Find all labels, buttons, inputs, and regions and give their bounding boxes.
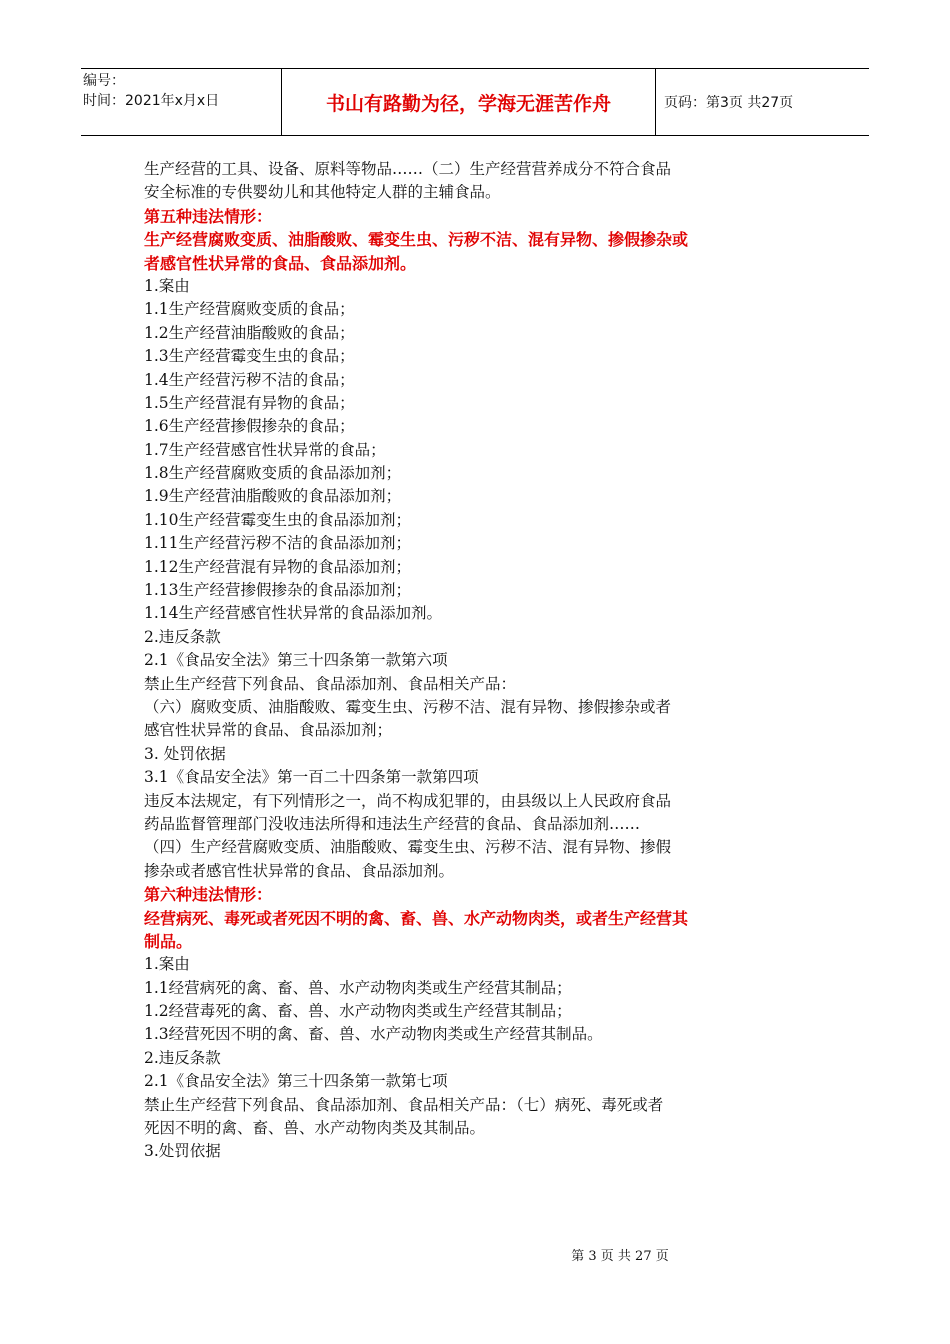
body-text-line: 1.2生产经营油脂酸败的食品； <box>144 323 355 342</box>
body-text-line: 1.12生产经营混有异物的食品添加剂； <box>144 557 412 576</box>
body-text-line: 1.案由 <box>144 955 190 974</box>
body-text-line: 2.违反条款 <box>144 627 221 646</box>
motto: 书山有路勤为径，学海无涯苦作舟 <box>282 69 656 135</box>
body-text-line: 1.11生产经营污秽不洁的食品添加剂； <box>144 534 412 553</box>
section-heading-line: 经营病死、毒死或者死因不明的禽、畜、兽、水产动物肉类，或者生产经营其 <box>144 908 689 928</box>
body-text-line: 掺杂或者感官性状异常的食品、食品添加剂。 <box>144 861 455 880</box>
body-text-line: 1.9生产经营油脂酸败的食品添加剂； <box>144 487 402 506</box>
body-text-line: 生产经营的工具、设备、原料等物品……（二）生产经营营养成分不符合食品 <box>144 160 672 178</box>
body-text-line: 3.处罚依据 <box>144 1142 221 1161</box>
body-text-line: 1.案由 <box>144 276 190 295</box>
number-label: 编号： <box>83 73 125 89</box>
body-text-line: 1.2经营毒死的禽、畜、兽、水产动物肉类或生产经营其制品； <box>144 1002 572 1021</box>
body-text-line: 禁止生产经营下列食品、食品添加剂、食品相关产品：（七）病死、毒死或者 <box>144 1095 664 1114</box>
body-text-line: 1.13生产经营掺假掺杂的食品添加剂； <box>144 581 412 600</box>
section-heading-line: 者感官性状异常的食品、食品添加剂。 <box>144 253 417 273</box>
body-text-line: 1.8生产经营腐败变质的食品添加剂； <box>144 464 402 483</box>
body-text-line: 药品监督管理部门没收违法所得和违法生产经营的食品、食品添加剂…… <box>144 814 641 833</box>
body-text-line: 3. 处罚依据 <box>144 744 226 763</box>
body-text-line: 1.7生产经营感官性状异常的食品； <box>144 440 386 459</box>
page-label: 页码：第3页 共27页 <box>664 95 794 111</box>
header-info <box>81 69 282 135</box>
body-text-line: 死因不明的禽、畜、兽、水产动物肉类及其制品。 <box>144 1119 486 1138</box>
body-text-line: 1.10生产经营霉变生虫的食品添加剂； <box>144 510 412 529</box>
body-text-line: （四）生产经营腐败变质、油脂酸败、霉变生虫、污秽不洁、混有异物、掺假 <box>144 838 672 857</box>
body-text-line: 2.1《食品安全法》第三十四条第一款第七项 <box>144 1072 448 1091</box>
page-header <box>81 68 869 136</box>
section-heading-line: 第五种违法情形： <box>144 206 273 226</box>
body-text-line: 1.6生产经营掺假掺杂的食品； <box>144 417 355 436</box>
body-text-line: 1.3生产经营霉变生虫的食品； <box>144 347 355 366</box>
body-text-line: 1.1生产经营腐败变质的食品； <box>144 300 355 319</box>
body-text-line: 安全标准的专供婴幼儿和其他特定人群的主辅食品。 <box>144 183 501 202</box>
body-text-line: 3.1《食品安全法》第一百二十四条第一款第四项 <box>144 768 479 787</box>
body-text-line: 1.3经营死因不明的禽、畜、兽、水产动物肉类或生产经营其制品。 <box>144 1025 603 1044</box>
section-heading-line: 第六种违法情形： <box>144 885 273 905</box>
body-text-line: 1.5生产经营混有异物的食品； <box>144 393 355 412</box>
body-text-line: 2.违反条款 <box>144 1048 221 1067</box>
section-heading-line: 生产经营腐败变质、油脂酸败、霉变生虫、污秽不洁、混有异物、掺假掺杂或 <box>144 230 689 250</box>
body-text-line: 感官性状异常的食品、食品添加剂； <box>144 721 393 740</box>
body-text-line: 1.4生产经营污秽不洁的食品； <box>144 370 355 389</box>
body-text-line: 1.14生产经营感官性状异常的食品添加剂。 <box>144 604 443 623</box>
body-text-line: 1.1经营病死的禽、畜、兽、水产动物肉类或生产经营其制品； <box>144 978 572 997</box>
document-body <box>144 158 804 1164</box>
section-heading-line: 制品。 <box>144 931 193 951</box>
body-text-line: （六）腐败变质、油脂酸败、霉变生虫、污秽不洁、混有异物、掺假掺杂或者 <box>144 697 672 716</box>
page-footer: 第 3 页 共 27 页 <box>571 1249 669 1264</box>
body-text-line: 2.1《食品安全法》第三十四条第一款第六项 <box>144 651 448 670</box>
date-label: 时间：2021年x月x日 <box>83 93 220 109</box>
body-text-line: 禁止生产经营下列食品、食品添加剂、食品相关产品： <box>144 674 517 693</box>
body-text-line: 违反本法规定，有下列情形之一，尚不构成犯罪的，由县级以上人民政府食品 <box>144 791 672 810</box>
